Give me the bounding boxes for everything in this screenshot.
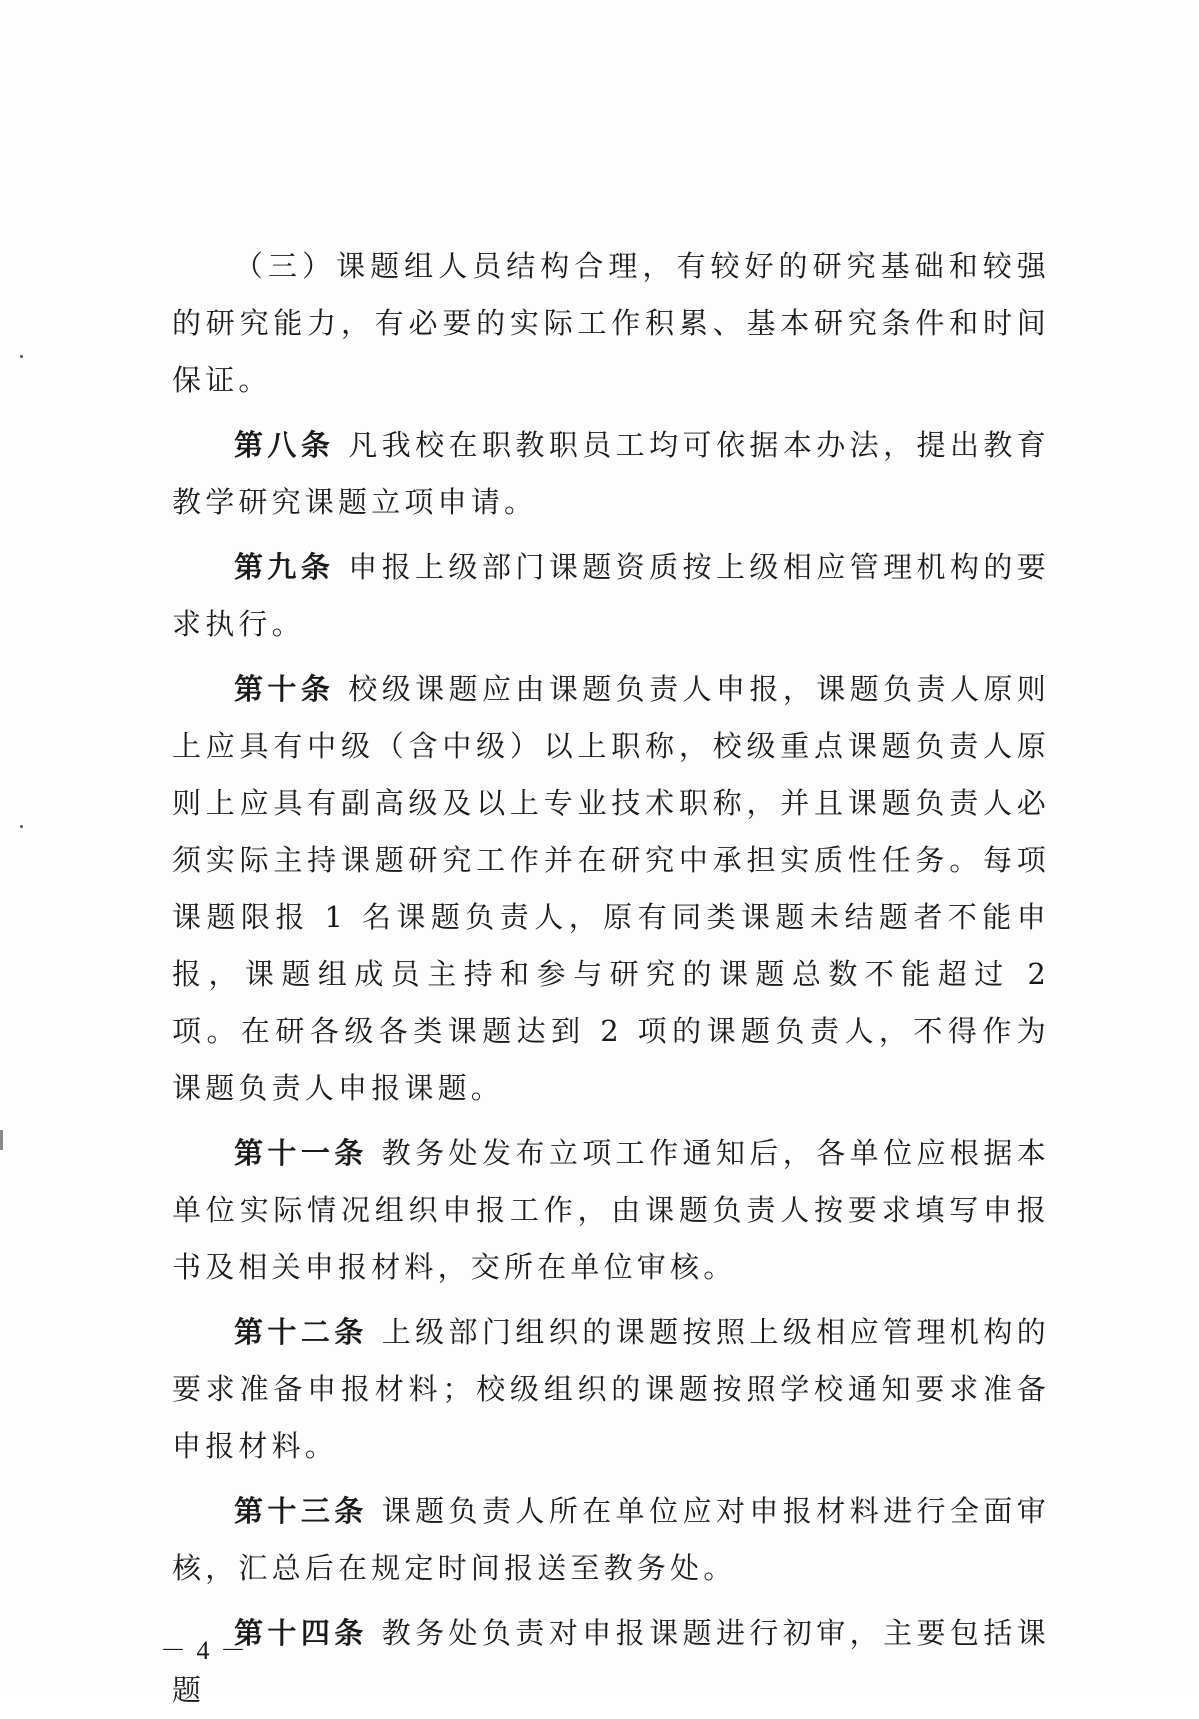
article-9: [172, 539, 1050, 653]
paragraph-text: 申报上级部门课题资质按上级相应管理机构的要求执行。: [172, 550, 1050, 641]
article-heading: 第十一条: [234, 1136, 368, 1170]
article-13: [172, 1483, 1050, 1597]
paragraph-text: （三）课题组人员结构合理，有较好的研究基础和较强的研究能力，有必要的实际工作积累、基本研究条件和时间保证。: [172, 249, 1050, 397]
article-heading: 第十四条: [234, 1616, 368, 1650]
scan-edge-mark: [0, 1130, 3, 1150]
paragraph-text: 教务处发布立项工作通知后，各单位应根据本单位实际情况组织申报工作，由课题负责人按要求填写申报书及相关申报材料，交所在单位审核。: [172, 1136, 1050, 1284]
article-heading: 第十二条: [234, 1315, 368, 1349]
paragraph-text: 课题负责人所在单位应对申报材料进行全面审核，汇总后在规定时间报送至教务处。: [172, 1494, 1050, 1585]
article-8: [172, 417, 1050, 531]
scan-speck: [20, 355, 23, 358]
scan-speck: [20, 825, 23, 828]
article-11: [172, 1125, 1050, 1296]
article-14: [172, 1605, 1050, 1719]
paragraph-text: 凡我校在职教职员工均可依据本办法，提出教育教学研究课题立项申请。: [172, 428, 1050, 519]
article-12: [172, 1304, 1050, 1475]
article-heading: 第十条: [234, 672, 335, 706]
paragraph-text: 教务处负责对申报课题进行初审，主要包括课题: [172, 1616, 1050, 1707]
article-heading: 第十三条: [234, 1494, 368, 1528]
page-number: － 4 －: [160, 1636, 249, 1665]
document-body: [172, 238, 1050, 1719]
article-heading: 第八条: [234, 428, 335, 462]
paragraph-text: 上级部门组织的课题按照上级相应管理机构的要求准备申报材料；校级组织的课题按照学校通知要求准备申报材料。: [172, 1315, 1050, 1463]
article-10: [172, 661, 1050, 1117]
paragraph-text: 校级课题应由课题负责人申报，课题负责人原则上应具有中级（含中级）以上职称，校级重点课题负责人原则上应具有副高级及以上专业技术职称，并且课题负责人必须实际主持课题研究工作并在研究中承担实质性任务。每项课题限报 1 名课题负责人，原有同类课题未结题者不能申报，课题组成员主持和参与研究的课题总数不能超过 2 项。在研各级各类课题达到 2 项的课题负责人，不得作为课题负责人申报课题。: [172, 672, 1050, 1105]
paragraph-item-3: [172, 238, 1050, 409]
article-heading: 第九条: [234, 550, 335, 584]
